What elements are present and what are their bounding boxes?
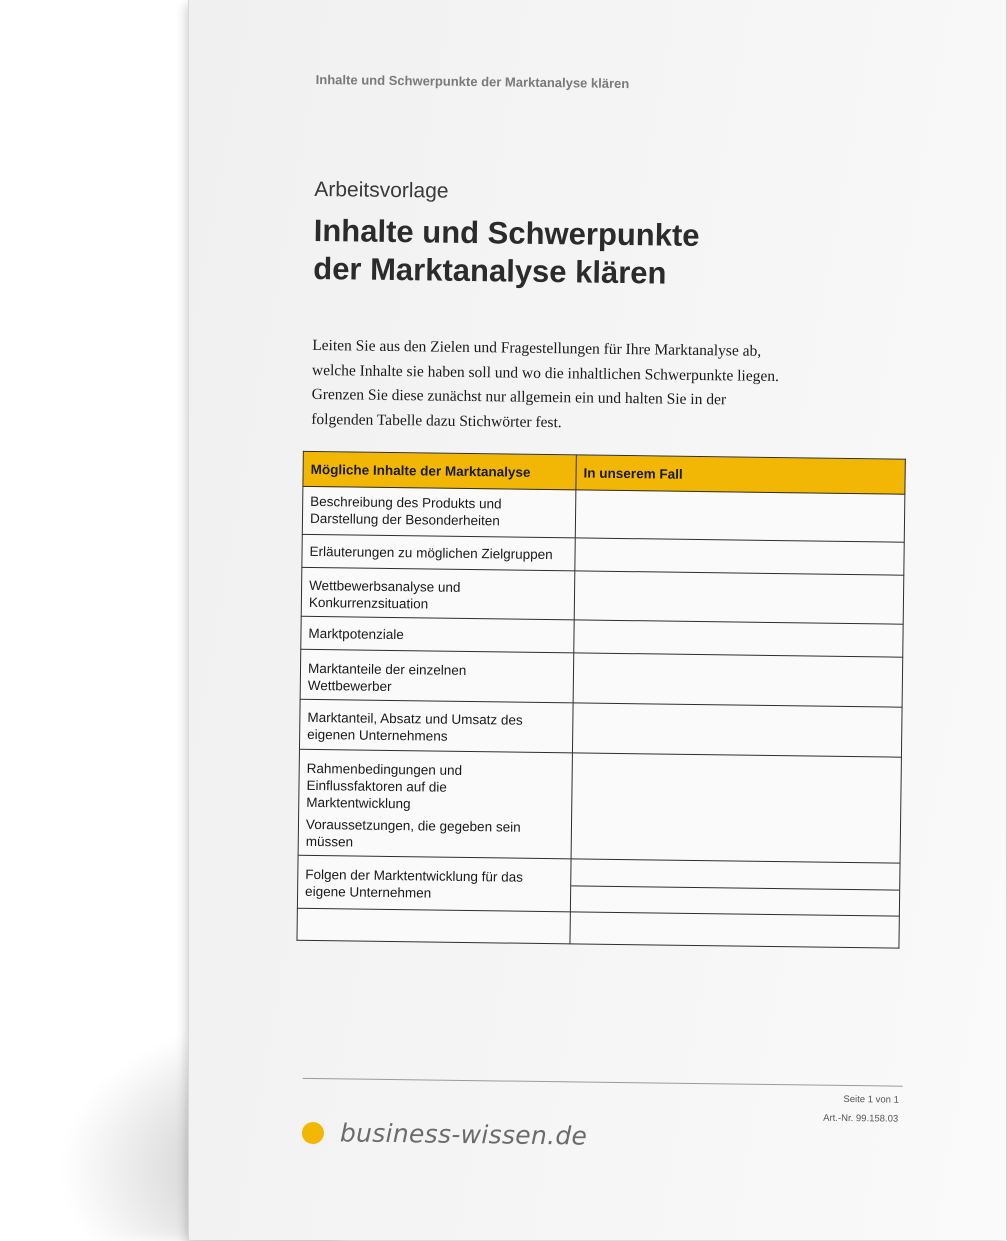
article-number: Art.-Nr. 99.158.03 xyxy=(823,1112,899,1125)
content-cell xyxy=(301,567,575,620)
answer-cell[interactable] xyxy=(574,620,903,657)
intro-line: welche Inhalte sie haben soll und wo die inhaltlichen Schwerpunkte liegen. xyxy=(311,361,780,385)
answer-cell[interactable] xyxy=(572,703,902,757)
worksheet-table xyxy=(296,451,905,949)
cell-line: Folgen der Marktentwicklung für das xyxy=(305,866,524,885)
cell-line: Beschreibung des Produkts und xyxy=(310,493,502,512)
cell-line xyxy=(305,915,563,918)
cell-line: Wettbewerbsanalyse und xyxy=(309,577,461,595)
content-cell xyxy=(299,699,573,753)
title-line: der Marktanalyse klären xyxy=(313,250,667,291)
intro-line: folgenden Tabelle dazu Stichwörter fest. xyxy=(311,410,562,431)
cell-line: Marktentwicklung xyxy=(306,794,411,812)
title-line: Inhalte und Schwerpunkte xyxy=(313,212,700,253)
intro-paragraph xyxy=(311,334,812,439)
intro-line: Leiten Sie aus den Zielen und Fragestellungen für Ihre Marktanalyse ab, xyxy=(312,336,762,360)
answer-cell[interactable] xyxy=(574,571,904,624)
cell-line: eigenen Unternehmens xyxy=(307,726,448,744)
answer-cell[interactable] xyxy=(571,753,901,863)
page-number: Seite 1 von 1 xyxy=(843,1093,899,1106)
table-row xyxy=(302,486,905,542)
answer-cell-split xyxy=(571,859,900,915)
cell-line: Voraussetzungen, die gegeben sein xyxy=(305,816,521,835)
table-row xyxy=(299,699,902,757)
cell-line: Darstellung der Besonderheiten xyxy=(309,510,500,529)
intro-line: Grenzen Sie diese zunächst nur allgemein ein und halten Sie in der xyxy=(311,385,727,409)
cell-line: Marktanteil, Absatz und Umsatz des xyxy=(307,709,523,728)
column-header: In unserem Fall xyxy=(576,455,905,494)
content-cell xyxy=(297,908,570,944)
content-cell xyxy=(300,649,574,703)
content-cell xyxy=(297,855,571,912)
answer-cell[interactable] xyxy=(570,859,900,916)
content-cell xyxy=(302,534,575,571)
table-row xyxy=(297,855,900,916)
content-cell xyxy=(302,486,576,538)
running-header: Inhalte und Schwerpunkte der Marktanalyse klären xyxy=(315,71,630,92)
answer-cell[interactable] xyxy=(570,912,899,948)
page-content xyxy=(188,0,1007,1240)
answer-cell[interactable] xyxy=(575,538,904,575)
answer-cell[interactable] xyxy=(575,490,905,542)
cell-line: Marktanteile der einzelnen xyxy=(307,660,467,678)
logo-text: business-wissen.de xyxy=(339,1118,588,1151)
table-row xyxy=(301,567,904,624)
brand-logo xyxy=(302,1118,588,1151)
logo-dot-icon xyxy=(302,1121,324,1143)
cell-line: Einflussfaktoren auf die xyxy=(306,777,447,795)
cell-line: Wettbewerber xyxy=(307,677,392,695)
answer-subcell[interactable] xyxy=(571,886,899,916)
column-header: Mögliche Inhalte der Marktanalyse xyxy=(303,451,576,490)
footer-divider xyxy=(303,1078,903,1087)
cell-line: eigene Unternehmen xyxy=(305,883,432,901)
cell-line: Marktpotenziale xyxy=(308,625,404,643)
document-kicker: Arbeitsvorlage xyxy=(314,177,449,203)
document-page xyxy=(188,0,1007,1240)
cell-line: müssen xyxy=(305,833,354,850)
cell-line: Rahmenbedingungen und xyxy=(306,760,463,778)
content-cell xyxy=(298,749,572,859)
answer-cell[interactable] xyxy=(573,653,903,707)
page-title xyxy=(313,212,874,295)
cell-line: Konkurrenzsituation xyxy=(308,594,429,612)
cell-line: Erläuterungen zu möglichen Zielgruppen xyxy=(309,543,553,563)
content-cell xyxy=(301,616,574,653)
table-row xyxy=(298,749,901,863)
table-row xyxy=(300,649,903,707)
